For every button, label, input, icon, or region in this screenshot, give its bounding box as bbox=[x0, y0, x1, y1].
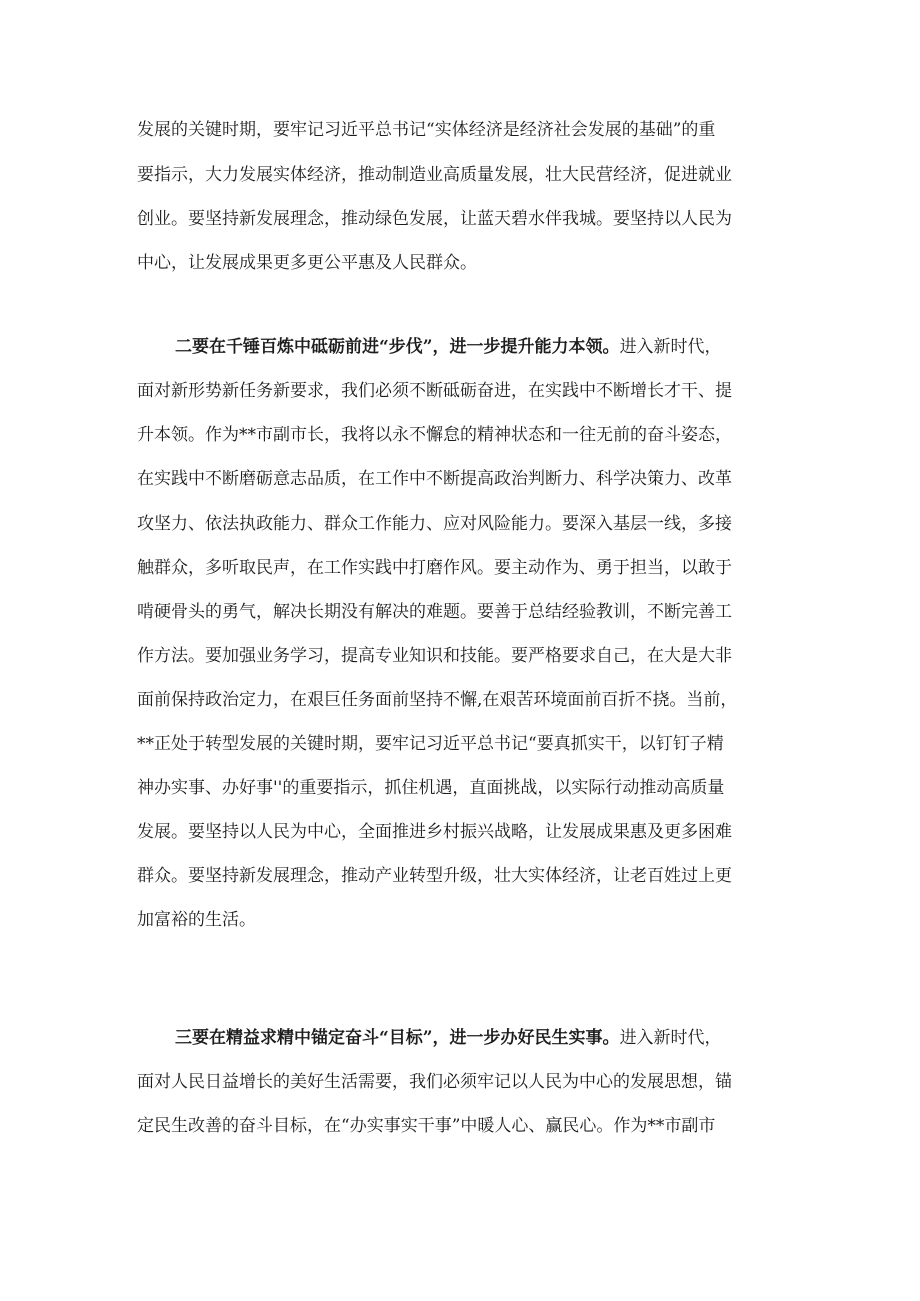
paragraph-line: 作方法。要加强业务学习，提高专业知识和技能。要严格要求自己，在大是大非 bbox=[137, 646, 732, 666]
section-2-first-line bbox=[175, 334, 797, 360]
paragraph-line: **正处于转型发展的关键时期，要牢记习近平总书记“要真抓实干，以钉钉子精 bbox=[137, 734, 724, 754]
section-3-heading: 三要在精益求精中锚定奋斗“目标”，进一步办好民生实事。 bbox=[175, 1028, 620, 1048]
paragraph-line: 升本领。作为**市副市长，我将以永不懈怠的精神状态和一往无前的奋斗姿态， bbox=[137, 425, 732, 445]
paragraph-line: 群众。要坚持新发展理念，推动产业转型升级，壮大实体经济，让老百姓过上更 bbox=[137, 866, 732, 886]
section-3-first-line bbox=[175, 1025, 797, 1051]
paragraph-line: 创业。要坚持新发展理念，推动绿色发展，让蓝天碧水伴我城。要坚持以人民为 bbox=[137, 209, 732, 229]
paragraph-line: 啃硬骨头的勇气，解决长期没有解决的难题。要善于总结经验教训，不断完善工 bbox=[137, 602, 732, 622]
paragraph-line: 要指示，大力发展实体经济，推动制造业高质量发展，壮大民营经济，促进就业 bbox=[137, 165, 732, 185]
paragraph-line: 面对人民日益增长的美好生活需要，我们必须牢记以人民为中心的发展思想，锚 bbox=[137, 1072, 732, 1092]
section-2-lead: 进入新时代， bbox=[619, 337, 722, 357]
paragraph-line: 发展的关键时期，要牢记习近平总书记“实体经济是经济社会发展的基础”的重 bbox=[137, 120, 716, 140]
paragraph-line: 面对新形势新任务新要求，我们必须不断砥砺奋进，在实践中不断增长才干、提 bbox=[137, 381, 732, 401]
paragraph-line: 触群众，多听取民声，在工作实践中打磨作风。要主动作为、勇于担当，以敢于 bbox=[137, 558, 732, 578]
paragraph-line: 神办实事、办好事''的重要指示，抓住机遇，直面挑战，以实际行动推动高质量 bbox=[137, 778, 725, 798]
paragraph-line: 在实践中不断磨砺意志品质，在工作中不断提高政治判断力、科学决策力、改革 bbox=[137, 469, 732, 489]
paragraph-line: 攻坚力、依法执政能力、群众工作能力、应对风险能力。要深入基层一线，多接 bbox=[137, 514, 732, 534]
paragraph-line: 发展。要坚持以人民为中心，全面推进乡村振兴战略，让发展成果惠及更多困难 bbox=[137, 822, 732, 842]
paragraph-line: 面前保持政治定力，在艰巨任务面前坚持不懈,在艰苦环境面前百折不挠。当前， bbox=[137, 690, 738, 710]
section-2-heading: 二要在千锤百炼中砥砺前进“步伐”，进一步提升能力本领。 bbox=[175, 337, 620, 357]
paragraph-line: 加富裕的生活。 bbox=[137, 910, 256, 930]
section-3-lead: 进入新时代， bbox=[619, 1028, 722, 1048]
paragraph-line: 定民生改善的奋斗目标，在“办实事实干事”中暖人心、赢民心。作为**市副市 bbox=[137, 1116, 716, 1136]
paragraph-line: 中心，让发展成果更多更公平惠及人民群众。 bbox=[137, 253, 477, 273]
